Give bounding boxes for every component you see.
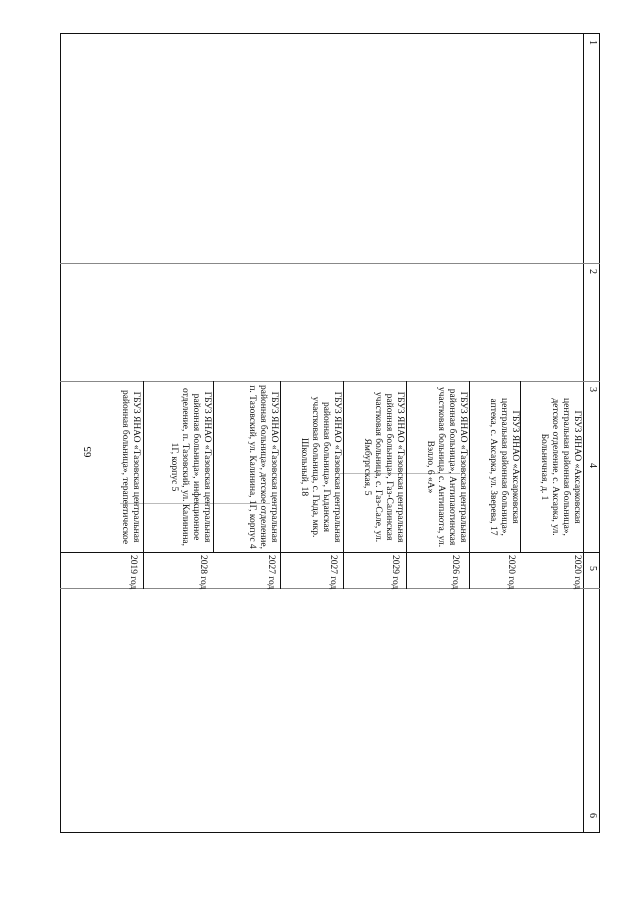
row-divider <box>143 381 144 589</box>
row-8-description: ГБУЗ ЯНАО «Тазовская центральная районная больница», терапевтическое <box>120 389 141 545</box>
row-7-description: ГБУЗ ЯНАО «Тазовская центральная районная больница», инфекционное отделение, п. Тазовский, ул. Калинина, 1Г, корпус 5 <box>169 387 212 547</box>
table-bottom-border <box>60 33 61 833</box>
page-number: 65 <box>82 446 94 458</box>
row-divider <box>406 381 407 589</box>
row-2-description: ГБУЗ ЯНАО «Аксарковская центральная районная больница», аптека, с. Аксарка, ул. Зверева, 17 <box>488 398 520 536</box>
table-top-border <box>599 33 600 833</box>
row-3-description: ГБУЗ ЯНАО «Тазовская центральная районная больница», Антипаютинская участковая больница, с. Антипаюта, ул. Вэлло, 6 «А» <box>425 386 468 548</box>
column-number-3: 3 <box>587 387 598 392</box>
row-divider <box>213 381 214 553</box>
row-7-year: 2028 год <box>198 555 208 590</box>
row-divider <box>469 381 470 589</box>
row-6-description: ГБУЗ ЯНАО «Тазовская центральная районная больница», детское отделение, п. Тазовский, ул. Калинина, 1Г, корпус 4 <box>247 385 279 549</box>
row-1-year: 2020 год <box>572 555 582 590</box>
column-number-2: 2 <box>587 269 598 274</box>
column-number-1: 1 <box>587 40 598 45</box>
row-divider <box>280 381 281 589</box>
table-left-border <box>60 33 600 34</box>
row-3-year: 2026 год <box>450 555 460 590</box>
table-right-border <box>60 832 600 833</box>
column-separator <box>60 381 600 382</box>
row-4-description: ГБУЗ ЯНАО «Тазовская центральная районная больница», Газ-Салинская участковая больница, с. Газ-Сале, ул. Ямбургская, 5 <box>362 391 405 543</box>
row-divider <box>520 381 521 553</box>
row-5-description: ГБУЗ ЯНАО «Тазовская центральная районная больница», Гыданская участковая больница, с. Гыда, мкр. Школьный, 18 <box>299 391 342 543</box>
rotated-table <box>60 33 600 833</box>
row-5-year: 2027 год <box>328 555 338 590</box>
header-separator <box>583 33 584 833</box>
column-separator <box>60 552 600 553</box>
row-1-description: ГБУЗ ЯНАО «Аксарковская центральная районная больница», детское отделение, с. Аксарка, ул. Больничная, д. 1 <box>539 398 582 536</box>
row-2-year: 2020 год <box>506 555 516 590</box>
row-8-year: 2019 год <box>128 555 138 590</box>
column-number-6: 6 <box>587 813 598 818</box>
row-divider <box>343 381 344 589</box>
row-4-year: 2029 год <box>390 555 400 590</box>
column-number-4: 4 <box>587 463 598 468</box>
row-6-year: 2027 год <box>266 555 276 590</box>
column-number-5: 5 <box>587 566 598 571</box>
column-separator <box>60 263 600 264</box>
